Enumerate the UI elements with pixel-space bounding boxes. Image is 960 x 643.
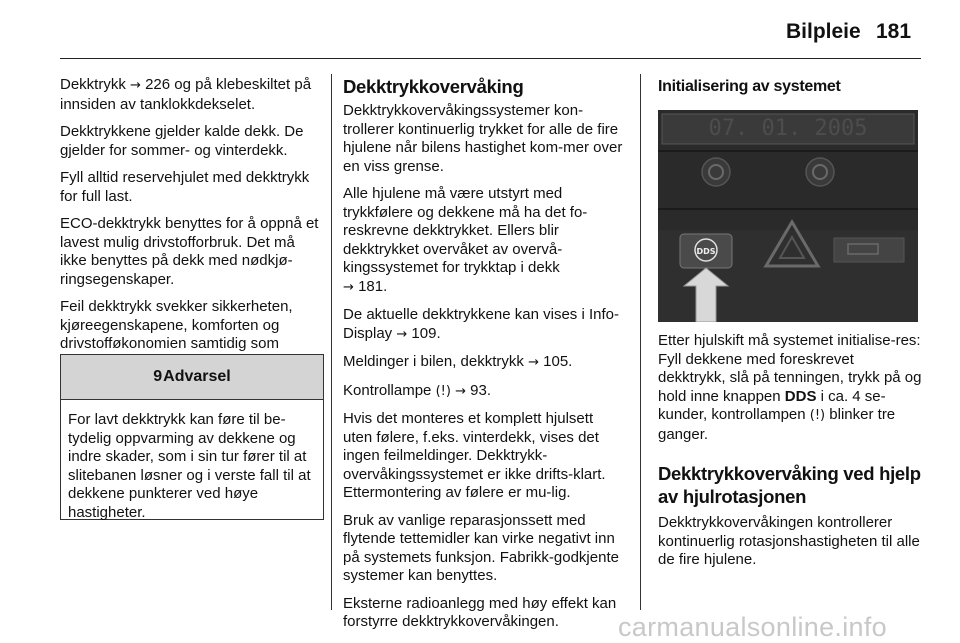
column-3: [658, 76, 922, 97]
page-number: 181: [876, 20, 912, 43]
tire-pressure-lamp-icon: (!): [435, 383, 451, 399]
warning-icon: 9: [153, 368, 163, 385]
paragraph: Fyll alltid reservehjulet med dekktrykk for full last.: [60, 169, 310, 205]
column-1: [60, 76, 324, 381]
paragraph: Feil dekktrykk svekker sikkerheten, kjøreegenskapene, komforten og drivstofføkonomien samtidig som: [60, 298, 293, 352]
page-ref-arrow-icon: →: [455, 383, 466, 399]
section-heading: Initialisering av systemet: [658, 78, 841, 95]
page-ref-arrow-icon: →: [130, 78, 141, 93]
column-3-lower: [658, 332, 922, 579]
warning-text: For lavt dekktrykk kan føre til be-tydelig oppvarming av dekkene og indre skader, som i sin tur fører til at slitebanen løsner og i verste fall til at dekkene punkterer ved høye hastigheter.: [68, 411, 311, 521]
column-divider: [331, 74, 332, 610]
paragraph: De aktuelle dekktrykkene kan vises i Info-Display → 109.: [343, 306, 619, 342]
paragraph: Hvis det monteres et komplett hjulsett uten følere, f.eks. vinterdekk, vises det ingen feilmeldinger. Dekktrykk-overvåkingssystemet er ikke drifts-klart. Ettermontering av følere er mu-lig.: [343, 410, 606, 501]
tire-pressure-lamp-icon: (!): [809, 408, 826, 423]
photo-display-text: 07. 01. 2005: [708, 116, 868, 141]
section-heading: Dekktrykkovervåking: [343, 76, 524, 97]
warning-title: Advarsel: [163, 368, 231, 385]
section-heading: Dekktrykkovervåking ved hjelp av hjulrotasjonen: [658, 463, 921, 507]
dashboard-photo: [658, 110, 918, 322]
page-ref-arrow-icon: →: [343, 279, 354, 295]
watermark: carmanualsonline.info: [618, 612, 887, 642]
paragraph: Bruk av vanlige reparasjonssett med flytende tettemidler kan virke negativt inn på systemets funksjon. Fabrikk-godkjente systemer kan benyttes.: [343, 511, 619, 584]
paragraph: ECO-dekktrykk benyttes for å oppnå et lavest mulig drivstofforbruk. Det må ikke benyttes på dekk med nødkjø-ringsegenskaper.: [60, 215, 319, 288]
dashboard-illustration: [658, 110, 918, 322]
dds-button-label: DDS: [696, 247, 716, 256]
paragraph: Meldinger i bilen, dekktrykk → 105.: [343, 353, 573, 370]
paragraph: Kontrollampe (!) → 93.: [343, 381, 492, 399]
paragraph: Etter hjulskift må systemet initialise-res: Fyll dekkene med foreskrevet dekktrykk, slå på tenningen, trykk på og hold inne knappen DDS i ca. 4 se-kunder, kontrollampen (!) blinker tre ganger.: [658, 332, 922, 443]
paragraph: Dekktrykk → 226 og på klebeskiltet på innsiden av tanklokkdekselet.: [60, 76, 312, 113]
page-ref-arrow-icon: →: [396, 326, 408, 342]
page-ref-arrow-icon: →: [528, 355, 539, 370]
column-divider: [640, 74, 641, 610]
page-title: Bilpleie: [786, 20, 861, 43]
header-rule: [60, 58, 921, 59]
warning-box: [60, 354, 324, 520]
paragraph: Dekktrykkene gjelder kalde dekk. De gjelder for sommer- og vinterdekk.: [60, 123, 304, 159]
paragraph: Eksterne radioanlegg med høy effekt kan forstyrre dekktrykkovervåkingen.: [343, 594, 617, 630]
column-2: [343, 76, 625, 641]
paragraph: Alle hjulene må være utstyrt med trykkfølere og dekkene må ha det fo-reskrevne dekktrykket. Ellers blir dekktrykket overvåket av overvå-kingssystemet for trykktap i dekk → 181.: [343, 185, 588, 295]
paragraph: Dekktrykkovervåkingen kontrollerer kontinuerlig rotasjonshastigheten til alle de fire hjulene.: [658, 514, 920, 568]
page-header: [0, 0, 960, 60]
dds-keyword: DDS: [784, 387, 817, 405]
warning-header: [61, 355, 323, 400]
paragraph: Dekktrykkovervåkingssystemer kon-trollerer kontinuerlig trykket for alle de fire hjulene når bilens hastighet kom-mer over en viss grense.: [343, 102, 623, 175]
